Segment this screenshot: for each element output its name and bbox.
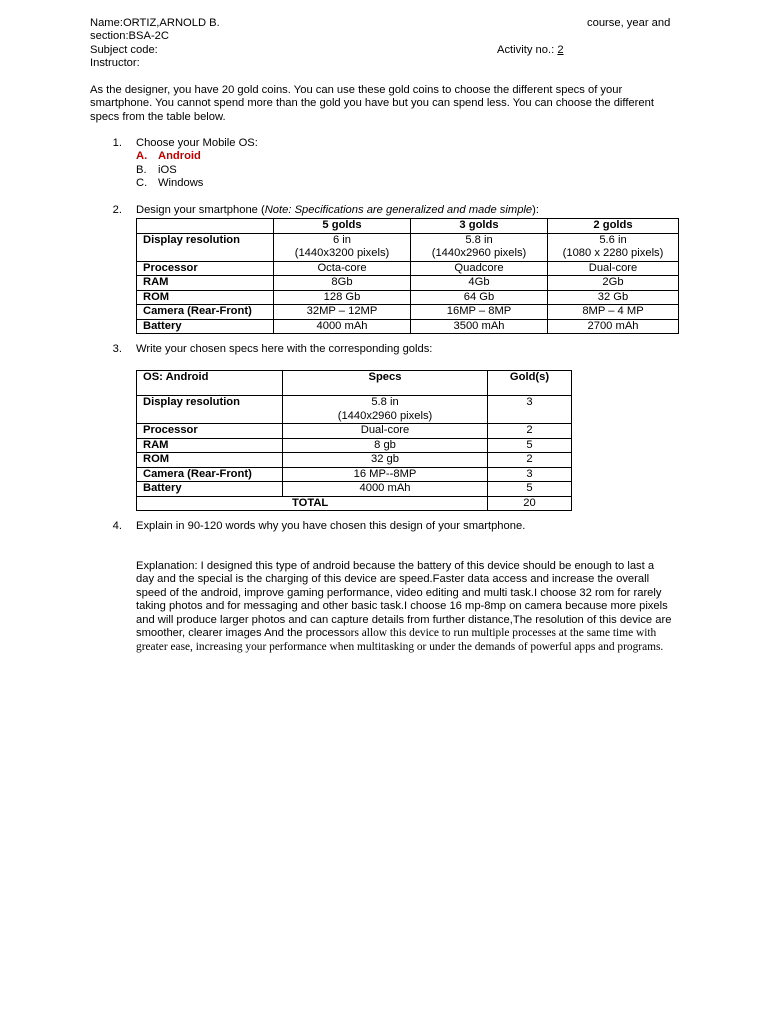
table-cell: 8Gb [274,276,411,291]
header-cell: OS: Android [137,371,283,396]
header-cell: 2 golds [548,219,679,234]
table-row [137,319,679,334]
table-cell: Octa-core [274,261,411,276]
table-cell: 4000 mAh [283,482,488,497]
total-label: TOTAL [137,496,488,511]
explanation-line: day and the special is the charging of this device are speed.Faster data access and increase the overall [136,573,650,585]
table-cell: 8 gb [283,438,488,453]
cell-line: 5.6 in [599,233,627,246]
activity-value: 2 [557,44,564,56]
explanation-line [136,627,656,641]
explanation-line: speed of the android, improve gaming performance, video editing and multi task.I choose 32 rom for rarely [136,587,662,599]
table-cell [283,396,488,424]
q2-text [136,204,539,218]
header-cell: Gold(s) [488,371,572,396]
row-label: Camera (Rear-Front) [137,467,283,482]
q4-text: Explain in 90-120 words why you have chosen this design of your smartphone. [136,520,526,532]
intro-line: As the designer, you have 20 gold coins. You can use these gold coins to choose the different specs of your [90,84,623,96]
q2-number: 2. [112,204,122,216]
table-cell: 16 MP--8MP [283,467,488,482]
q4-number: 4. [112,520,122,532]
row-label: Camera (Rear-Front) [137,305,274,320]
q3-text: Write your chosen specs here with the corresponding golds: [136,343,433,355]
cell-line: (1440x3200 pixels) [294,247,390,259]
table-cell: 128 Gb [274,290,411,305]
q1-number: 1. [112,137,122,149]
row-label: Processor [137,424,283,439]
table-cell: Dual-core [283,424,488,439]
cell-line: 5.8 in [465,233,493,246]
q2-note: Note: Specifications are generalized and made simple [264,204,533,216]
gold-cell: 3 [488,396,572,424]
row-label: ROM [137,290,274,305]
row-label: Processor [137,261,274,276]
option-b-letter: B. [136,164,147,176]
table-row [137,233,679,261]
explanation-line: Explanation: I designed this type of android because the battery of this device should be enough to last a [136,560,655,572]
option-c-letter: C. [136,177,148,189]
explanation-serif-part: ors allow this device to run multiple processes at the same time with [344,627,657,639]
table-row [137,305,679,320]
header-cell [137,219,274,234]
option-b-label: iOS [158,164,177,176]
explanation-sans-part: smoother, clearer images And the process [136,627,345,639]
table-cell: 4000 mAh [274,319,411,334]
row-label: RAM [137,438,283,453]
table-row [137,424,572,439]
instructor-label: Instructor: [90,57,140,69]
q2-text-after: ): [532,204,539,216]
q3-number: 3. [112,343,122,355]
header-cell: 3 golds [411,219,548,234]
cell-line: 6 in [332,233,352,246]
table-row [137,276,679,291]
gold-cell: 2 [488,424,572,439]
q1-text: Choose your Mobile OS: [136,137,258,149]
specs-options-table [136,218,679,334]
table-row [137,453,572,468]
cell-line: (1080 x 2280 pixels) [562,247,664,259]
explanation-line: greater ease, increasing your performance when multitasking or under the demands of powerful apps and programs. [136,641,664,653]
cell-line: (1440x2960 pixels) [431,247,527,259]
table-cell: 32 gb [283,453,488,468]
table-cell: 32 Gb [548,290,679,305]
intro-line: smartphone. You cannot spend more than the gold you have but you can spend less. You can choose the different [90,97,654,109]
table-cell: 3500 mAh [411,319,548,334]
student-name: Name:ORTIZ,ARNOLD B. [90,17,220,29]
activity-number [497,44,564,58]
gold-cell: 3 [488,467,572,482]
subject-code-label: Subject code: [90,44,158,56]
table-header-row [137,371,572,396]
header-cell: Specs [283,371,488,396]
table-cell: 8MP – 4 MP [548,305,679,320]
table-row [137,482,572,497]
explanation-line: taking photos and for messaging and other basic task.I choose 16 mp-8mp on camera because more pixels [136,600,668,612]
gold-cell: 5 [488,438,572,453]
table-cell: 2700 mAh [548,319,679,334]
option-a-label: Android [158,150,201,162]
table-cell: Dual-core [548,261,679,276]
table-row [137,467,572,482]
cell-line: (1440x2960 pixels) [337,409,433,422]
option-c-label: Windows [158,177,204,189]
row-label: Display resolution [137,396,283,424]
gold-cell: 2 [488,453,572,468]
table-cell [274,233,411,261]
table-cell: 32MP – 12MP [274,305,411,320]
table-cell [411,233,548,261]
course-label: course, year and [587,17,671,29]
q2-text-before: Design your smartphone ( [136,204,265,216]
row-label: Display resolution [137,233,274,261]
total-row [137,496,572,511]
section-label: section:BSA-2C [90,30,169,42]
total-value: 20 [488,496,572,511]
table-cell: 64 Gb [411,290,548,305]
header-cell: 5 golds [274,219,411,234]
table-row [137,396,572,424]
table-row [137,261,679,276]
row-label: Battery [137,319,274,334]
table-cell: 16MP – 8MP [411,305,548,320]
table-cell: Quadcore [411,261,548,276]
table-cell [548,233,679,261]
table-cell: 2Gb [548,276,679,291]
option-a-letter: A. [136,150,148,162]
table-cell: 4Gb [411,276,548,291]
gold-cell: 5 [488,482,572,497]
cell-line: 5.8 in [371,396,399,408]
chosen-specs-table [136,370,572,511]
table-header-row [137,219,679,234]
row-label: Battery [137,482,283,497]
table-row [137,290,679,305]
intro-line: specs from the table below. [90,111,226,123]
explanation-line: and will produce larger photos and can capture details from further distance,The resolution of this device are [136,614,672,626]
table-row [137,438,572,453]
row-label: RAM [137,276,274,291]
activity-label: Activity no.: [497,44,558,56]
row-label: ROM [137,453,283,468]
